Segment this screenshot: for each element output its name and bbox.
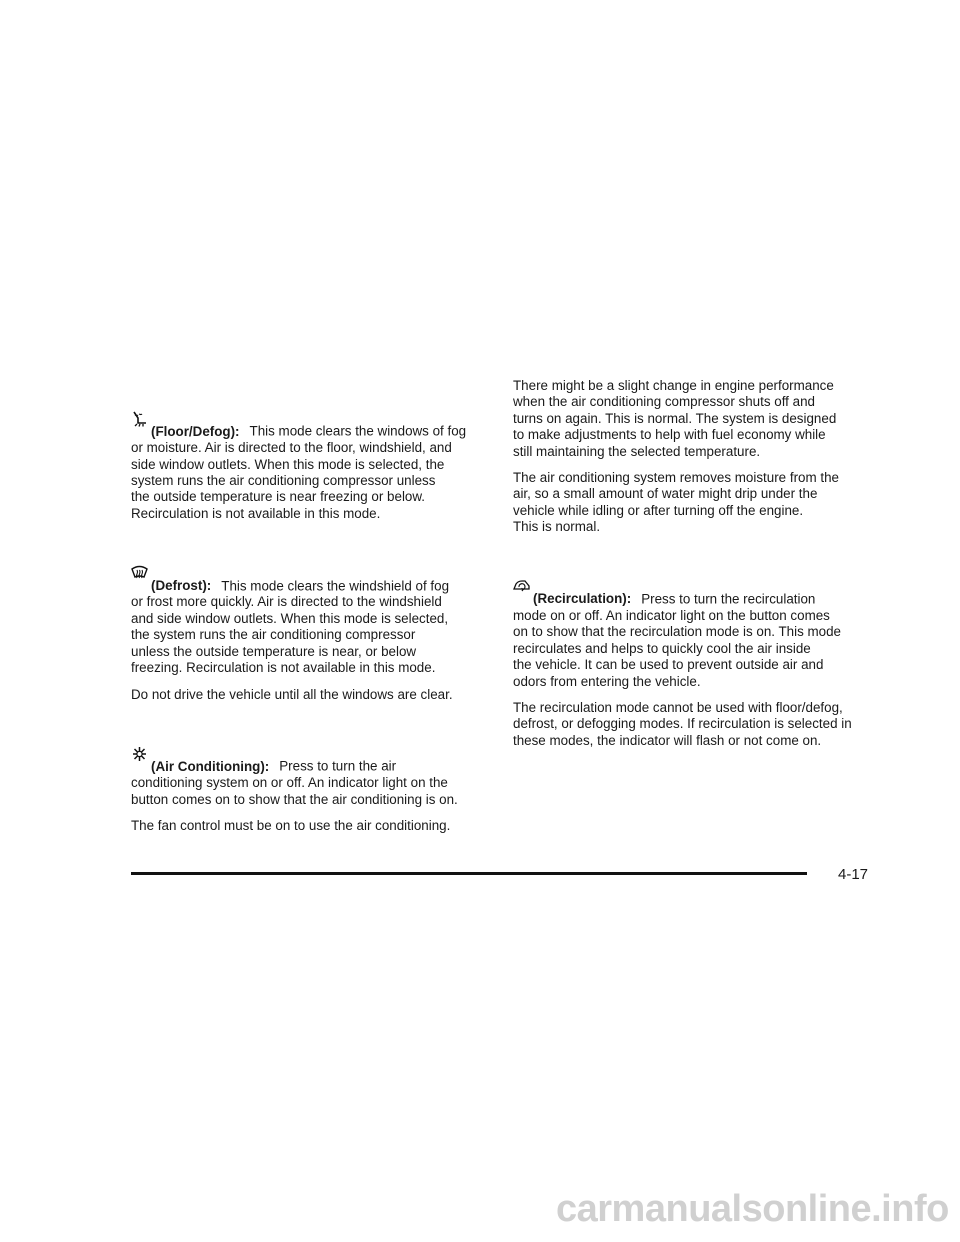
fan-note: The fan control must be on to use the air conditioning. — [131, 817, 451, 833]
floor-defog-icon — [131, 394, 148, 410]
floor-defog-first-line: This mode clears the windows of fog — [249, 423, 467, 439]
defrost-body: or frost more quickly. Air is directed to the windshield and side window outlets. When this mode is selected, the system runs the air conditioning compressor unless the outside temperature is near, or below freezing. Recirculation is not available in this mode. — [131, 594, 449, 676]
floor-defog-body: or moisture. Air is directed to the floor, windshield, and side window outlets. When this mode is selected, the system runs the air conditioning compressor unless the outside temperature is near freezing or below. Recirculation is not available in this mode. — [131, 440, 452, 521]
defrost-icon — [131, 549, 148, 565]
recirculation-section — [513, 546, 873, 690]
footer-rule — [131, 872, 807, 875]
drive-note: Do not drive the vehicle until all the windows are clear. — [131, 686, 453, 702]
defrost-section — [131, 532, 491, 676]
floor-defog-term: (Floor/Defog): — [151, 423, 240, 439]
watermark-logo: carmanualsonline.info — [556, 1188, 949, 1230]
recirculation-first-line: Press to turn the recirculation — [641, 591, 816, 607]
defrost-term: (Defrost): — [151, 578, 212, 594]
recirculation-body: mode on or off. An indicator light on the button comes on to show that the recirculation mode is on. This mode recirculates and helps to quickly cool the air inside the vehicle. It can be used to prevent outside air and odors from entering the vehicle. — [513, 607, 841, 689]
engine-note: There might be a slight change in engine performance when the air conditioning compressor shuts off and turns on again. This is normal. The system is designed to make adjustments to help with fuel economy while still maintaining the selected temperature. — [513, 378, 837, 459]
air-conditioning-term: (Air Conditioning): — [151, 758, 270, 774]
left-column — [131, 378, 491, 844]
page-number: 4-17 — [838, 866, 869, 883]
air-conditioning-section — [131, 713, 491, 808]
recirculation-icon — [513, 562, 530, 578]
air-conditioning-icon — [131, 729, 148, 745]
recirc-limit-note: The recirculation mode cannot be used with floor/defog, defrost, or defogging modes. If recirculation is selected in these modes, the indicator will flash or not come on. — [513, 699, 852, 748]
air-conditioning-first-line: Press to turn the air — [279, 758, 397, 774]
air-conditioning-body: conditioning system on or off. An indicator light on the button comes on to show that the air conditioning is on. — [131, 775, 458, 807]
recirculation-term: (Recirculation): — [533, 591, 632, 607]
moisture-note: The air conditioning system removes moisture from the air, so a small amount of water might drip under the vehicle while idling or after turning off the engine. This is normal. — [513, 470, 839, 535]
right-column — [513, 378, 873, 759]
floor-defog-section — [131, 378, 491, 522]
defrost-first-line: This mode clears the windshield of fog — [221, 578, 450, 594]
